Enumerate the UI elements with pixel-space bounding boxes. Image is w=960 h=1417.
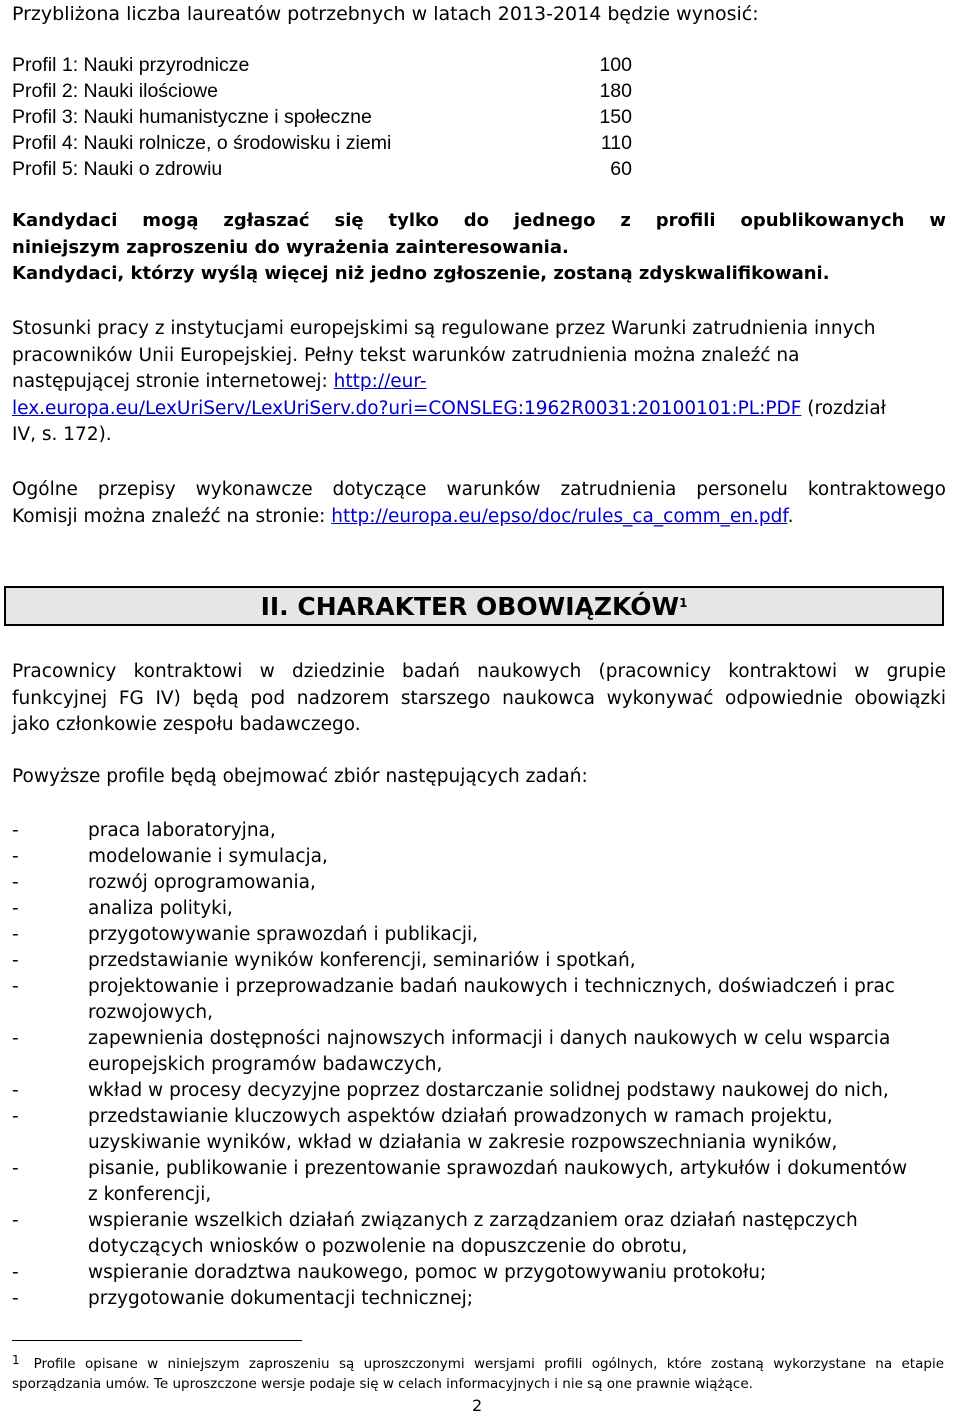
paragraph-line: jako członkowie zespołu badawczego. [12, 714, 361, 735]
footnote-ref: 1 [679, 596, 688, 610]
task-text: wspieranie wszelkich działań związanych z zarządzaniem oraz działań następczych [88, 1210, 858, 1231]
task-item [12, 896, 952, 922]
profile-row [12, 52, 632, 78]
list-dash: - [12, 898, 19, 919]
task-text-continuation: rozwojowych, [88, 1002, 213, 1023]
task-text-continuation: uzyskiwanie wyników, wkład w działania w zakresie rozpowszechniania wyników, [88, 1132, 838, 1153]
paragraph-line: Pracownicy kontraktowi w dziedzinie badań naukowych (pracownicy kontraktowi w grupie [12, 661, 946, 682]
general-provisions-paragraph [12, 477, 946, 530]
list-dash: - [12, 1106, 19, 1127]
task-item [12, 1104, 952, 1156]
profile-label: Profil 4: Nauki rolnicze, o środowisku i ziemi [12, 132, 392, 154]
notice-line: Kandydaci mogą zgłaszać się tylko do jednego z profili opublikowanych w [12, 210, 946, 231]
task-text: przedstawianie wyników konferencji, seminariów i spotkań, [88, 950, 636, 971]
task-text: przygotowanie dokumentacji technicznej; [88, 1288, 473, 1309]
list-dash: - [12, 820, 19, 841]
task-text: projektowanie i przeprowadzanie badań naukowych i technicznych, doświadczeń i prac [88, 976, 895, 997]
intro-text: Przybliżona liczba laureatów potrzebnych w latach 2013-2014 będzie wynosić: [12, 3, 759, 25]
paragraph-text: (rozdział [801, 397, 886, 419]
task-item [12, 1078, 952, 1104]
task-text: wspieranie doradztwa naukowego, pomoc w przygotowywaniu protokołu; [88, 1262, 767, 1283]
task-text: przedstawianie kluczowych aspektów działań prowadzonych w ramach projektu, [88, 1106, 833, 1127]
paragraph-text: następującej stronie internetowej: [12, 371, 334, 392]
task-text: wkład w procesy decyzyjne poprzez dostarczanie solidnej podstawy naukowej do nich, [88, 1080, 889, 1101]
tasks-intro: Powyższe profile będą obejmować zbiór następujących zadań: [12, 766, 588, 787]
profile-row [12, 130, 632, 156]
list-dash: - [12, 1080, 19, 1101]
task-text: pisanie, publikowanie i prezentowanie sprawozdań naukowych, artykułów i dokumentów [88, 1158, 908, 1179]
paragraph-line: pracowników Unii Europejskiej. Pełny tekst warunków zatrudnienia można znaleźć na [12, 344, 800, 366]
task-item [12, 1286, 952, 1312]
profile-value: 110 [600, 132, 632, 154]
task-item [12, 818, 952, 844]
list-dash: - [12, 924, 19, 945]
section-heading-text: II. CHARAKTER OBOWIĄZKÓW [260, 592, 680, 621]
task-text-continuation: dotyczących wniosków o pozwolenie na dopuszczenie do obrotu, [88, 1236, 688, 1257]
profile-value: 60 [610, 158, 632, 180]
task-item [12, 1260, 952, 1286]
task-item [12, 922, 952, 948]
task-text-continuation: europejskich programów badawczych, [88, 1054, 443, 1075]
footnote [12, 1354, 944, 1394]
task-text: przygotowywanie sprawozdań i publikacji, [88, 924, 479, 945]
paragraph-text: Komisji można znaleźć na stronie: [12, 505, 332, 527]
paragraph-line: funkcyjnej FG IV) będą pod nadzorem starszego naukowca wykonywać odpowiednie obowiązki [12, 687, 946, 709]
list-dash: - [12, 1158, 19, 1179]
profile-value: 150 [599, 106, 632, 128]
footnote-text: Profile opisane w niniejszym zaproszeniu są uproszczonymi wersjami profili ogólnych, które zostaną wykorzystane na etapie [33, 1356, 944, 1372]
list-dash: - [12, 1028, 19, 1049]
task-text: zapewnienia dostępności najnowszych informacji i danych naukowych w celu wsparcia [88, 1028, 891, 1049]
profile-label: Profil 1: Nauki przyrodnicze [12, 54, 250, 76]
profile-label: Profil 3: Nauki humanistyczne i społeczne [12, 106, 372, 128]
list-dash: - [12, 1210, 19, 1231]
page-number: 2 [472, 1396, 483, 1415]
profile-label: Profil 5: Nauki o zdrowiu [12, 158, 223, 180]
list-dash: - [12, 872, 19, 893]
duties-paragraph [12, 659, 946, 739]
task-text: modelowanie i symulacja, [88, 846, 328, 867]
employment-paragraph [12, 316, 946, 449]
task-text-continuation: z konferencji, [88, 1184, 212, 1205]
task-item [12, 974, 952, 1026]
list-dash: - [12, 1262, 19, 1283]
paragraph-text: . [787, 505, 794, 527]
profile-row [12, 78, 632, 104]
epso-rules-link[interactable]: http://europa.eu/epso/doc/rules_ca_comm_en.pdf [331, 505, 788, 527]
paragraph-line: Ogólne przepisy wykonawcze dotyczące warunków zatrudnienia personelu kontraktowego [12, 479, 946, 500]
task-list [12, 818, 952, 1312]
list-dash: - [12, 846, 19, 867]
task-text: analiza polityki, [88, 898, 233, 919]
task-item [12, 1156, 952, 1208]
single-profile-notice [12, 208, 946, 288]
section-heading [4, 586, 944, 626]
disqualification-notice: Kandydaci, którzy wyślą więcej niż jedno zgłoszenie, zostaną zdyskwalifikowani. [12, 263, 830, 284]
footnote-marker: 1 [12, 1353, 20, 1367]
notice-line: niniejszym zaproszeniu do wyrażenia zainteresowania. [12, 236, 569, 258]
task-text: rozwój oprogramowania, [88, 872, 316, 893]
paragraph-line: IV, s. 172). [12, 424, 112, 445]
profile-label: Profil 2: Nauki ilościowe [12, 80, 218, 102]
profile-value: 180 [599, 80, 632, 102]
task-item [12, 948, 952, 974]
task-item [12, 1208, 952, 1260]
profile-value: 100 [599, 54, 632, 76]
paragraph-line: Stosunki pracy z instytucjami europejskimi są regulowane przez Warunki zatrudnienia innych [12, 318, 876, 339]
task-item [12, 1026, 952, 1078]
profile-row [12, 104, 632, 130]
profile-list [12, 52, 632, 182]
task-item [12, 870, 952, 896]
list-dash: - [12, 976, 19, 997]
footnote-separator [12, 1340, 302, 1341]
eur-lex-link-part1[interactable]: http://eur- [333, 371, 427, 392]
task-text: praca laboratoryjna, [88, 820, 276, 841]
profile-row [12, 156, 632, 182]
list-dash: - [12, 950, 19, 971]
eur-lex-link-part2[interactable]: lex.europa.eu/LexUriServ/LexUriServ.do?uri=CONSLEG:1962R0031:20100101:PL:PDF [12, 397, 802, 419]
task-item [12, 844, 952, 870]
footnote-text: sporządzania umów. Te uproszczone wersje podaje się w celach informacyjnych i nie są one prawnie wiążące. [12, 1376, 753, 1392]
list-dash: - [12, 1288, 19, 1309]
